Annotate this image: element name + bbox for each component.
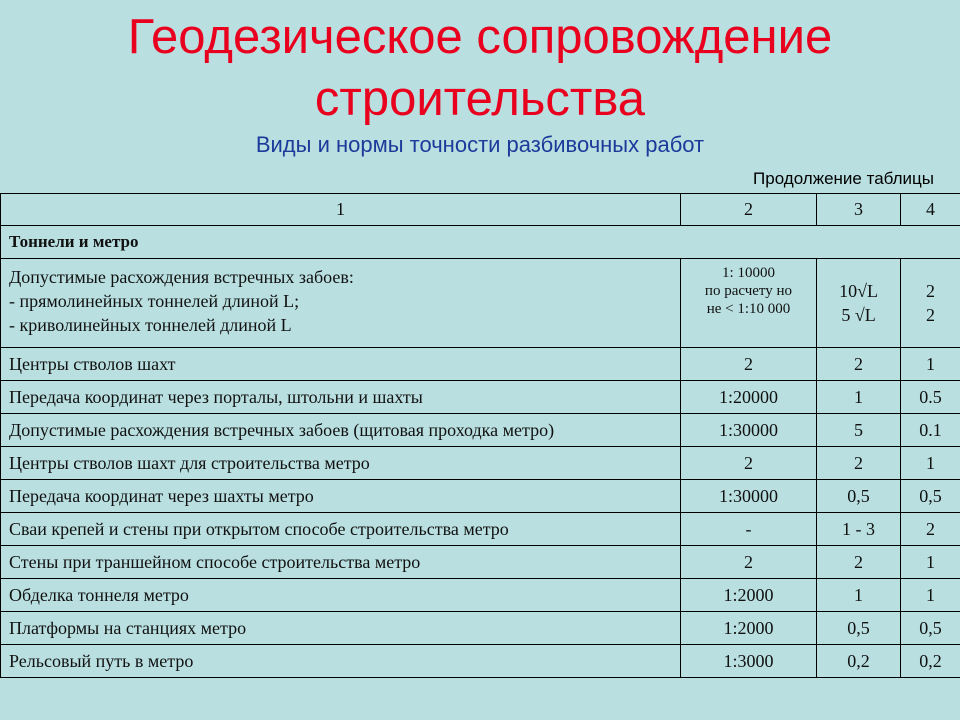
row-value-col2: 1:2000	[681, 579, 817, 612]
cell-line: 1: 10000	[722, 265, 775, 281]
row-value-col3: 2	[817, 546, 901, 579]
row-value-col4: 0,5	[901, 480, 960, 513]
row-value-col4	[901, 259, 960, 348]
row-value-col2	[681, 259, 817, 348]
table-row	[1, 381, 960, 414]
table-row	[1, 612, 960, 645]
row-description: Передача координат через порталы, штольни и шахты	[1, 381, 681, 414]
row-value-col3: 5	[817, 414, 901, 447]
table-row	[1, 447, 960, 480]
row-value-col2: 2	[681, 447, 817, 480]
row-description: Стены при траншейном способе строительства метро	[1, 546, 681, 579]
row-value-col3: 2	[817, 447, 901, 480]
row-value-col4: 1	[901, 546, 960, 579]
table-row	[1, 546, 960, 579]
row-description: Платформы на станциях метро	[1, 612, 681, 645]
row-value-col2: 2	[681, 546, 817, 579]
row-description: Допустимые расхождения встречных забоев (щитовая проходка метро)	[1, 414, 681, 447]
section-row	[1, 226, 960, 259]
row-value-col3: 0,5	[817, 612, 901, 645]
row-value-col2: 1:30000	[681, 414, 817, 447]
table-row	[1, 348, 960, 381]
table-row	[1, 480, 960, 513]
cell-line: 10√L	[839, 281, 878, 301]
cell-line: 5 √L	[841, 305, 876, 325]
row-value-col2: -	[681, 513, 817, 546]
table-row	[1, 259, 960, 348]
row-value-col3	[817, 259, 901, 348]
cell-line: по расчету но	[704, 283, 793, 299]
cell-line: не < 1:10 000	[706, 301, 791, 317]
row-value-col4: 0.5	[901, 381, 960, 414]
row-value-col4: 0,5	[901, 612, 960, 645]
row-value-col2: 1:3000	[681, 645, 817, 678]
page-title-line-1: Геодезическое сопровождение	[127, 10, 833, 64]
column-header: 1	[1, 194, 681, 226]
row-value-col3: 0,2	[817, 645, 901, 678]
column-header: 2	[681, 194, 817, 226]
row-value-col3: 2	[817, 348, 901, 381]
row-description	[1, 259, 681, 348]
row-value-col3: 1 - 3	[817, 513, 901, 546]
row-value-col3: 1	[817, 579, 901, 612]
table-header-row	[1, 194, 960, 226]
accuracy-table	[0, 193, 960, 678]
row-value-col2: 1:30000	[681, 480, 817, 513]
row-description-line: Допустимые расхождения встречных забоев:	[9, 267, 354, 287]
row-value-col2: 1:2000	[681, 612, 817, 645]
row-value-col4: 1	[901, 447, 960, 480]
row-description: Центры стволов шахт для строительства метро	[1, 447, 681, 480]
cell-line: 2	[926, 305, 935, 325]
row-description: Передача координат через шахты метро	[1, 480, 681, 513]
section-title: Тоннели и метро	[1, 226, 960, 259]
row-description: Сваи крепей и стены при открытом способе строительства метро	[1, 513, 681, 546]
table-row	[1, 645, 960, 678]
cell-line: 2	[926, 281, 935, 301]
row-value-col4: 1	[901, 579, 960, 612]
table-row	[1, 414, 960, 447]
row-value-col3: 1	[817, 381, 901, 414]
table-continuation-label: Продолжение таблицы	[753, 169, 934, 188]
table-row	[1, 513, 960, 546]
column-header: 4	[901, 194, 960, 226]
page-title	[0, 6, 960, 130]
row-value-col4: 0.1	[901, 414, 960, 447]
column-header: 3	[817, 194, 901, 226]
row-description: Обделка тоннеля метро	[1, 579, 681, 612]
row-value-col2: 1:20000	[681, 381, 817, 414]
table-row	[1, 579, 960, 612]
row-description-line: - криволинейных тоннелей длиной L	[9, 315, 292, 335]
row-value-col4: 2	[901, 513, 960, 546]
row-value-col4: 1	[901, 348, 960, 381]
page-subtitle: Виды и нормы точности разбивочных работ	[255, 132, 705, 157]
row-description: Рельсовый путь в метро	[1, 645, 681, 678]
row-description: Центры стволов шахт	[1, 348, 681, 381]
row-value-col4: 0,2	[901, 645, 960, 678]
page-title-line-2: строительства	[314, 72, 646, 126]
row-description-line: - прямолинейных тоннелей длиной L;	[9, 291, 300, 311]
row-value-col3: 0,5	[817, 480, 901, 513]
row-value-col2: 2	[681, 348, 817, 381]
